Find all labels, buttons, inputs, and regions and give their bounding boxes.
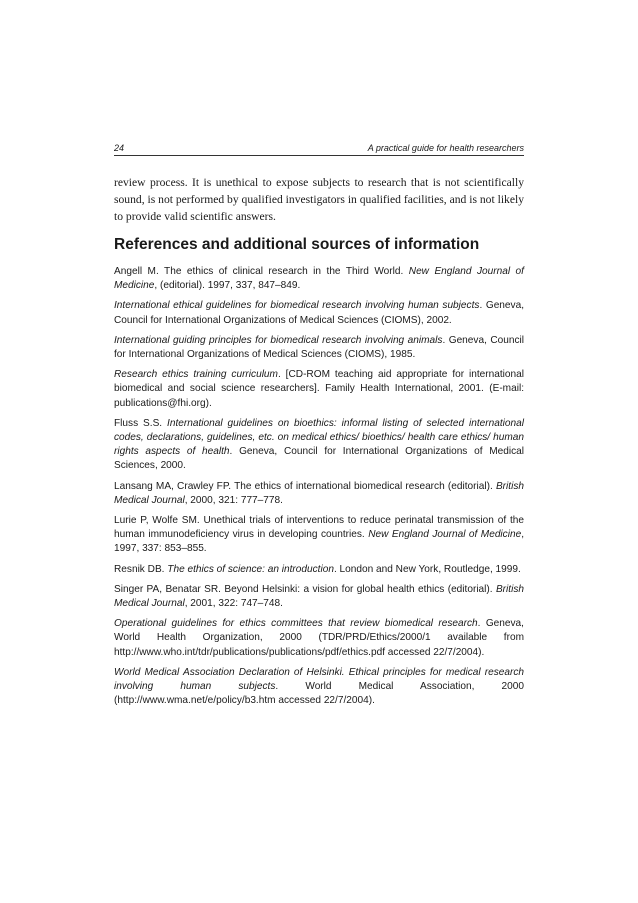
- reference-item: Singer PA, Benatar SR. Beyond Helsinki: a vision for global health ethics (editorial). British Medical Journal, 2001, 322: 747–748.: [114, 583, 524, 610]
- reference-item: Resnik DB. The ethics of science: an introduction. London and New York, Routledge, 1999.: [114, 563, 521, 575]
- reference-item: World Medical Association Declaration of Helsinki. Ethical principles for medical research involving human subjects. World Medical Association, 2000 (http://www.wma.net/e/policy/b3.htm accessed 22/7/2004).: [114, 666, 524, 707]
- intro-paragraph: review process. It is unethical to expose subjects to research that is not scientifically sound, is not performed by qualified investigators in qualified facilities, and is not likely to provide valid scientific answers.: [114, 176, 524, 223]
- reference-item: Lurie P, Wolfe SM. Unethical trials of interventions to reduce perinatal transmission of the human immunodeficiency virus in developing countries. New England Journal of Medicine, 1997, 337: 853–855.: [114, 515, 525, 555]
- page-number: 24: [114, 143, 125, 153]
- running-title: A practical guide for health researchers: [367, 143, 524, 153]
- section-title: References and additional sources of information: [114, 236, 480, 253]
- reference-item: Research ethics training curriculum. [CD-ROM teaching aid appropriate for international biomedical and social science researchers]. Family Health International, 2001. (E-mail: publications@fhi.org).: [114, 369, 524, 409]
- reference-item: Angell M. The ethics of clinical research in the Third World. New England Journal of Medicine, (editorial). 1997, 337, 847–849.: [114, 266, 524, 292]
- reference-item: Fluss S.S. International guidelines on bioethics: informal listing of selected international codes, declarations, guidelines, etc. on medical ethics/ bioethics/ health care ethics/ human rights aspects of health. Geneva, Council for International Organizations of Medical Sciences, 2000.: [114, 417, 524, 472]
- reference-item: Lansang MA, Crawley FP. The ethics of international biomedical research (editorial). British Medical Journal, 2000, 321: 777–778.: [114, 480, 524, 506]
- reference-item: International guiding principles for biomedical research involving animals. Geneva, Council for International Organizations of Medical Sciences (CIOMS), 1985.: [114, 334, 525, 361]
- reference-list: [114, 265, 524, 714]
- reference-item: Operational guidelines for ethics committees that review biomedical research. Geneva, World Health Organization, 2000 (TDR/PRD/Ethics/2000/1 available from http://www.who.int/tdr/publications/publications/pdf/ethics.pdf accessed 22/7/2004).: [114, 618, 524, 658]
- reference-item: International ethical guidelines for biomedical research involving human subjects. Geneva, Council for International Organizations of Medical Sciences (CIOMS), 2002.: [114, 300, 524, 326]
- running-header: [114, 143, 524, 156]
